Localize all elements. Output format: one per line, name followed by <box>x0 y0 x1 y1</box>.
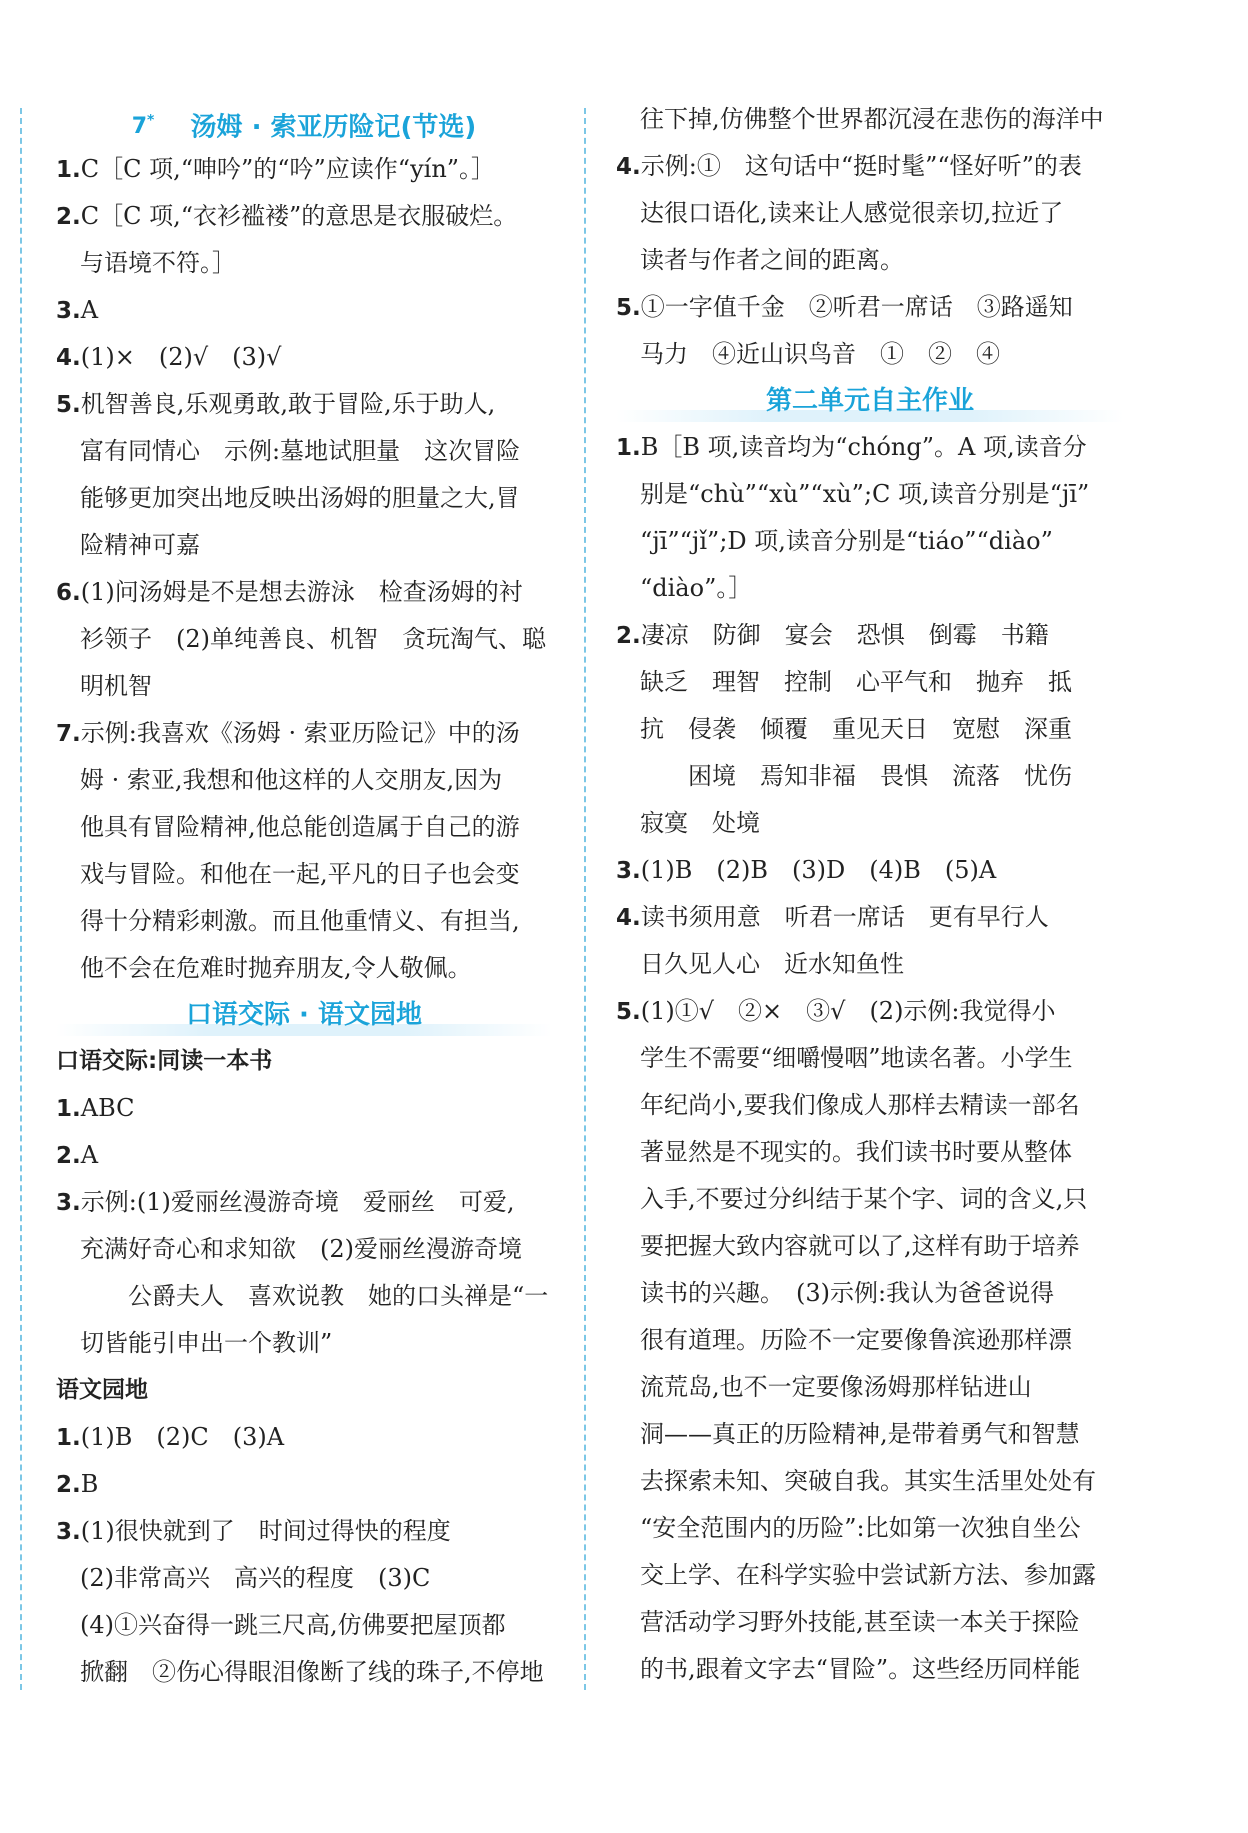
answer-continuation <box>56 475 552 522</box>
item-text: 与语境不符。］ <box>80 249 236 277</box>
answer-continuation <box>616 1035 1124 1082</box>
answer-continuation <box>56 1649 552 1696</box>
answer-continuation <box>616 659 1124 706</box>
answer-item <box>56 146 552 193</box>
item-text: 掀翻 ②伤心得眼泪像断了线的珠子,不停地 <box>80 1658 544 1686</box>
item-number: 3. <box>616 858 641 884</box>
answer-item <box>56 1132 552 1179</box>
answer-continuation <box>616 1411 1124 1458</box>
item-text: 凄凉 防御 宴会 恐惧 倒霉 书籍 <box>640 621 1049 649</box>
item-text: (1)很快就到了 时间过得快的程度 <box>80 1517 451 1545</box>
answer-item <box>56 1414 552 1461</box>
right-column <box>616 96 1124 1693</box>
answer-item <box>616 894 1124 941</box>
answer-continuation <box>616 237 1124 284</box>
item-text: 能够更加突出地反映出汤姆的胆量之大,冒 <box>80 484 520 512</box>
answer-continuation <box>56 616 552 663</box>
item-number: 5. <box>56 392 81 418</box>
item-text: “jī”“jǐ”;D 项,读音分别是“tiáo”“diào” <box>640 527 1053 555</box>
item-text: 姆 · 索亚,我想和他这样的人交朋友,因为 <box>80 766 503 794</box>
item-text: 别是“chù”“xù”“xù”;C 项,读音分别是“jī” <box>640 480 1090 508</box>
answer-continuation <box>616 1129 1124 1176</box>
answer-continuation <box>616 1458 1124 1505</box>
item-number: 1. <box>56 157 81 183</box>
item-text: (1)B (2)B (3)D (4)B (5)A <box>640 856 997 884</box>
subsection-heading-garden: 语文园地 <box>56 1377 148 1403</box>
lesson-number: 7* <box>131 113 155 140</box>
item-text: 往下掉,仿佛整个世界都沉浸在悲伤的海洋中 <box>640 105 1104 133</box>
answer-continuation <box>616 1270 1124 1317</box>
item-text: “安全范围内的历险”:比如第一次独自坐公 <box>640 1514 1081 1542</box>
item-number: 2. <box>56 204 81 230</box>
answer-continuation <box>616 800 1124 847</box>
item-text: B <box>80 1470 99 1498</box>
item-text: 他具有冒险精神,他总能创造属于自己的游 <box>80 813 520 841</box>
answer-continuation <box>616 753 1124 800</box>
item-text: 年纪尚小,要我们像成人那样去精读一部名 <box>640 1091 1080 1119</box>
answer-continuation <box>616 941 1124 988</box>
item-number: 4. <box>616 905 641 931</box>
item-text: 缺乏 理智 控制 心平气和 抛弃 抵 <box>640 668 1072 696</box>
item-text: 学生不需要“细嚼慢咽”地读名著。小学生 <box>640 1044 1073 1072</box>
item-text: 的书,跟着文字去“冒险”。这些经历同样能 <box>640 1655 1081 1683</box>
item-number: 2. <box>616 623 641 649</box>
item-text: 富有同情心 示例:墓地试胆量 这次冒险 <box>80 437 521 465</box>
item-text: 读者与作者之间的距离。 <box>640 246 904 274</box>
answer-continuation <box>56 898 552 945</box>
item-text: 切皆能引申出一个教训” <box>80 1329 333 1357</box>
answer-continuation <box>56 663 552 710</box>
answer-continuation <box>56 757 552 804</box>
answer-continuation <box>616 1317 1124 1364</box>
item-number: 1. <box>56 1096 81 1122</box>
item-text: B［B 项,读音均为“chóng”。A 项,读音分 <box>640 433 1087 461</box>
answer-continuation <box>616 1552 1124 1599</box>
item-text: (4)①兴奋得一跳三尺高,仿佛要把屋顶都 <box>80 1611 506 1639</box>
answer-continuation <box>56 1226 552 1273</box>
item-text: 明机智 <box>80 672 152 700</box>
answer-item <box>616 424 1124 471</box>
subsection-heading-oral: 口语交际:同读一本书 <box>56 1048 273 1074</box>
item-text: 他不会在危难时抛弃朋友,令人敬佩。 <box>80 954 472 982</box>
answer-continuation <box>56 851 552 898</box>
answer-list-5 <box>616 424 1124 1693</box>
item-text: 营活动学习野外技能,甚至读一本关于探险 <box>640 1608 1080 1636</box>
item-text: (2)非常高兴 高兴的程度 (3)C <box>80 1564 431 1592</box>
answer-continuation <box>616 1364 1124 1411</box>
item-text: C［C 项,“衣衫褴褛”的意思是衣服破烂。 <box>80 202 518 230</box>
item-number: 2. <box>56 1143 81 1169</box>
item-text: (1)①√ ②× ③√ (2)示例:我觉得小 <box>640 997 1056 1025</box>
answer-continuation <box>616 190 1124 237</box>
item-number: 1. <box>56 1425 81 1451</box>
answer-list-3 <box>56 1414 552 1696</box>
item-text: ①一字值千金 ②听君一席话 ③路遥知 <box>640 293 1073 321</box>
answer-continuation <box>616 1646 1124 1693</box>
item-text: 要把握大致内容就可以了,这样有助于培养 <box>640 1232 1080 1260</box>
answer-continuation <box>616 1599 1124 1646</box>
answer-item <box>616 847 1124 894</box>
item-text: 示例:我喜欢《汤姆 · 索亚历险记》中的汤 <box>80 719 520 747</box>
item-text: 抗 侵袭 倾覆 重见天日 宽慰 深重 <box>640 715 1072 743</box>
item-number: 5. <box>616 295 641 321</box>
answer-continuation <box>616 331 1124 378</box>
answer-continuation <box>56 1273 552 1320</box>
left-margin-rule <box>20 108 22 1690</box>
item-text: (1)问汤姆是不是想去游泳 检查汤姆的衬 <box>80 578 523 606</box>
lesson-title <box>56 100 552 146</box>
item-text: 洞——真正的历险精神,是带着勇气和智慧 <box>640 1420 1080 1448</box>
answer-item <box>56 334 552 381</box>
answer-continuation <box>616 706 1124 753</box>
answer-item <box>56 1508 552 1555</box>
item-text: 充满好奇心和求知欲 (2)爱丽丝漫游奇境 <box>80 1235 522 1263</box>
item-text: 交上学、在科学实验中尝试新方法、参加露 <box>640 1561 1096 1589</box>
item-text: 入手,不要过分纠结于某个字、词的含义,只 <box>640 1185 1088 1213</box>
answer-continuation <box>616 96 1124 143</box>
answer-item <box>56 381 552 428</box>
answer-item <box>56 569 552 616</box>
section-banner-unit2: 第二单元自主作业 <box>616 378 1124 424</box>
answer-item <box>616 988 1124 1035</box>
answer-item <box>616 284 1124 331</box>
item-number: 3. <box>56 1190 81 1216</box>
item-text: 马力 ④近山识鸟音 ① ② ④ <box>640 340 1000 368</box>
item-text: 得十分精彩刺激。而且他重情义、有担当, <box>80 907 520 935</box>
item-number: 1. <box>616 435 641 461</box>
answer-item <box>56 287 552 334</box>
item-text: 机智善良,乐观勇敢,敢于冒险,乐于助人, <box>80 390 496 418</box>
answer-item <box>56 1461 552 1508</box>
item-text: 达很口语化,读来让人感觉很亲切,拉近了 <box>640 199 1064 227</box>
answer-item <box>56 710 552 757</box>
answer-continuation <box>56 1602 552 1649</box>
item-number: 7. <box>56 721 81 747</box>
item-text: C［C 项,“呻吟”的“吟”应读作“yín”。］ <box>80 155 496 183</box>
item-number: 3. <box>56 298 81 324</box>
answer-continuation <box>616 1082 1124 1129</box>
answer-continuation <box>56 804 552 851</box>
answer-continuation <box>616 471 1124 518</box>
item-text: 读书须用意 听君一席话 更有早行人 <box>640 903 1049 931</box>
answer-list-1 <box>56 146 552 992</box>
answer-list-2 <box>56 1085 552 1367</box>
item-text: A <box>80 296 99 324</box>
answer-continuation <box>56 945 552 992</box>
item-number: 2. <box>56 1472 81 1498</box>
item-text: 读书的兴趣。 (3)示例:我认为爸爸说得 <box>640 1279 1055 1307</box>
answer-continuation <box>616 565 1124 612</box>
item-text: 戏与冒险。和他在一起,平凡的日子也会变 <box>80 860 520 888</box>
item-number: 5. <box>616 999 641 1025</box>
answer-item <box>56 193 552 240</box>
item-number: 4. <box>56 345 81 371</box>
answer-item <box>56 1179 552 1226</box>
item-text: 险精神可嘉 <box>80 531 200 559</box>
left-column <box>56 100 552 1696</box>
item-text: “diào”。］ <box>640 574 753 602</box>
item-number: 3. <box>56 1519 81 1545</box>
answer-item <box>56 1085 552 1132</box>
item-text: ABC <box>80 1094 135 1122</box>
item-text: 很有道理。历险不一定要像鲁滨逊那样漂 <box>640 1326 1072 1354</box>
item-text: 示例:① 这句话中“挺时髦”“怪好听”的表 <box>640 152 1082 180</box>
item-text: 去探索未知、突破自我。其实生活里处处有 <box>640 1467 1096 1495</box>
answer-item <box>616 143 1124 190</box>
item-text: (1)× (2)√ (3)√ <box>80 343 282 371</box>
center-divider-rule <box>584 108 586 1690</box>
item-text: 流荒岛,也不一定要像汤姆那样钻进山 <box>640 1373 1032 1401</box>
item-text: (1)B (2)C (3)A <box>80 1423 285 1451</box>
item-text: 日久见人心 近水知鱼性 <box>640 950 904 978</box>
item-text: 示例:(1)爱丽丝漫游奇境 爱丽丝 可爱, <box>80 1188 515 1216</box>
answer-continuation <box>56 1320 552 1367</box>
answer-continuation <box>56 522 552 569</box>
lesson-title-text: 汤姆 · 索亚历险记(节选) <box>190 112 477 143</box>
answer-continuation <box>616 1223 1124 1270</box>
answer-continuation <box>616 518 1124 565</box>
answer-list-4 <box>616 96 1124 378</box>
item-number: 6. <box>56 580 81 606</box>
item-text: 寂寞 处境 <box>640 809 760 837</box>
answer-continuation <box>616 1505 1124 1552</box>
answer-continuation <box>56 1555 552 1602</box>
item-text: 公爵夫人 喜欢说教 她的口头禅是“一 <box>104 1282 549 1310</box>
item-text: 著显然是不现实的。我们读书时要从整体 <box>640 1138 1072 1166</box>
answer-item <box>616 612 1124 659</box>
answer-continuation <box>56 428 552 475</box>
item-text: A <box>80 1141 99 1169</box>
answer-continuation <box>56 240 552 287</box>
item-number: 4. <box>616 154 641 180</box>
item-text: 衫领子 (2)单纯善良、机智 贪玩淘气、聪 <box>80 625 546 653</box>
item-text: 困境 焉知非福 畏惧 流落 忧伤 <box>664 762 1072 790</box>
answer-continuation <box>616 1176 1124 1223</box>
section-banner-oral: 口语交际 · 语文园地 <box>56 992 552 1038</box>
